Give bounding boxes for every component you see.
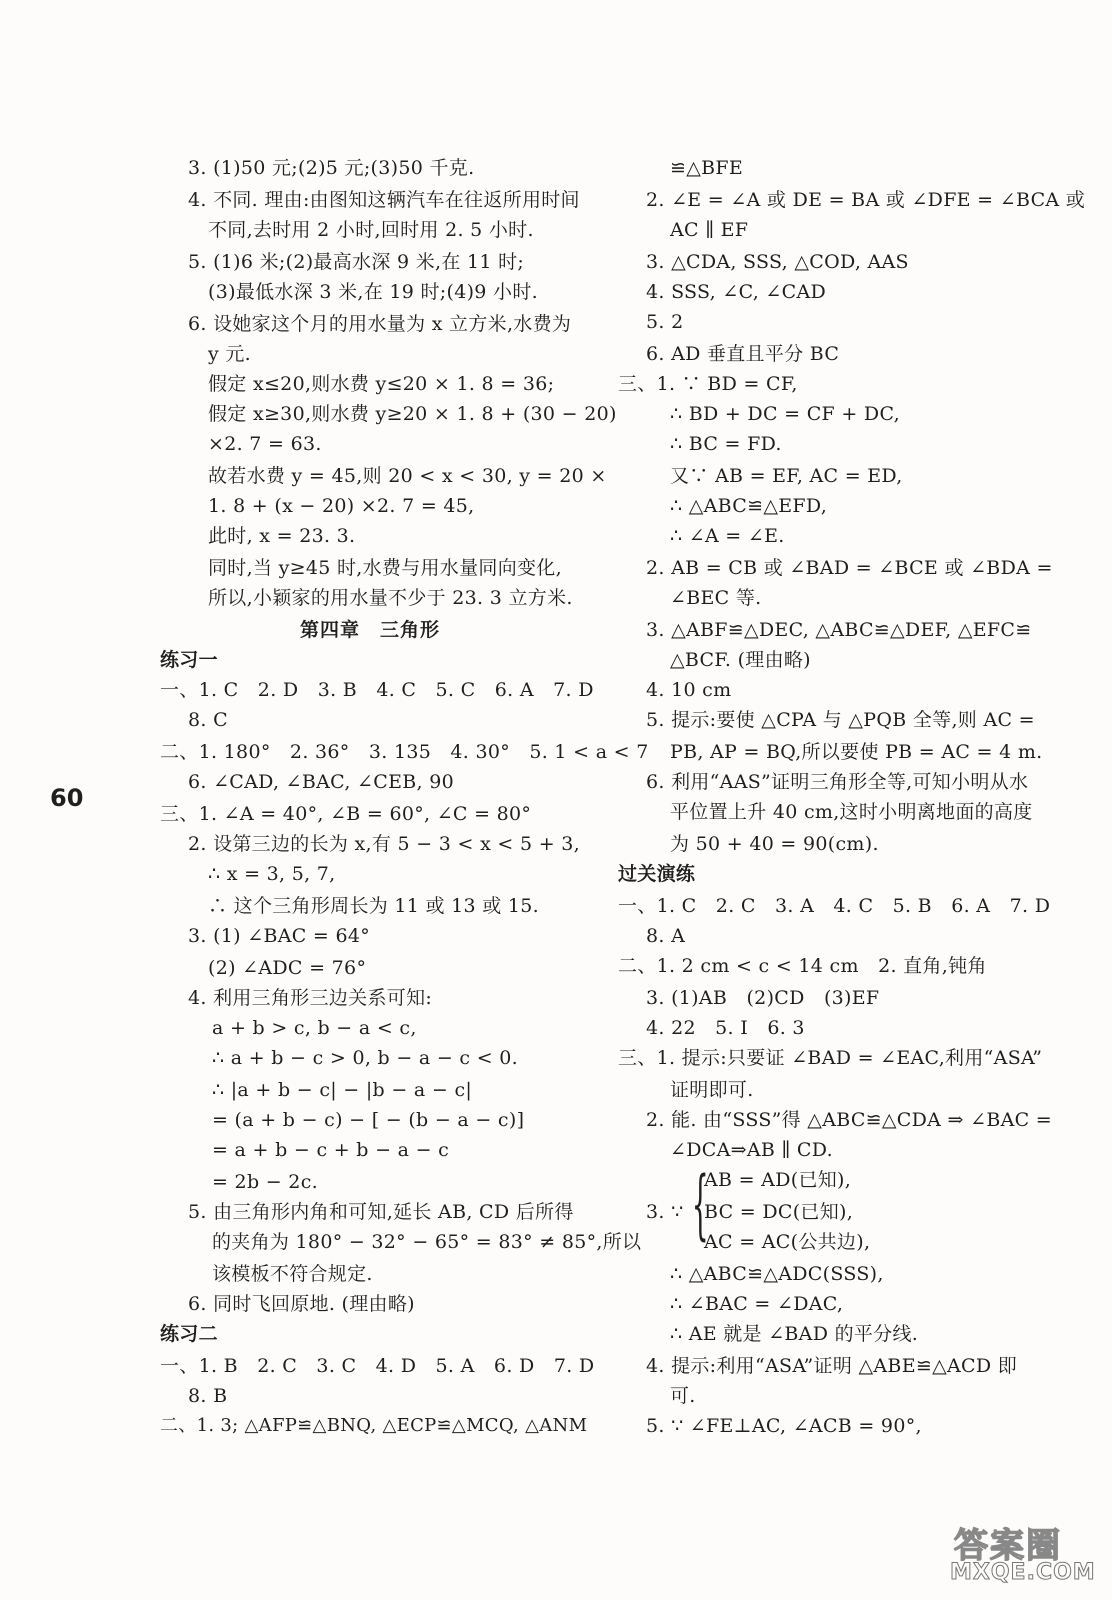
text-line: △BCF. (理由略) [670,649,811,671]
text-line: 又∵ AB = EF, AC = ED, [670,465,903,487]
text-line: (3)最低水深 3 米,在 19 时;(4)9 小时. [208,281,538,303]
text-line: 5. 由三角形内角和可知,延长 AB, CD 后所得 [188,1201,574,1223]
text-line: 8. C [188,709,228,731]
chapter-heading: 第四章 三角形 [300,619,441,641]
section-heading: 过关演练 [618,863,696,885]
text-line: 4. 不同. 理由:由图知这辆汽车在往返所用时间 [188,189,580,211]
text-line: AC ∥ EF [670,219,749,241]
text-line: 所以,小颖家的用水量不少于 23. 3 立方米. [208,587,573,609]
text-line: PB, AP = BQ,所以要使 PB = AC = 4 m. [670,741,1043,763]
text-line: 3. (1)50 元;(2)5 元;(3)50 千克. [188,157,475,179]
text-line: 为 50 + 40 = 90(cm). [670,833,879,855]
text-line: 3. ∵ [646,1201,684,1223]
text-line: BC = DC(已知), [704,1201,854,1223]
text-line: 三、1. ∠A = 40°, ∠B = 60°, ∠C = 80° [160,803,532,825]
text-line: ×2. 7 = 63. [208,433,322,455]
text-line: ∴ BD + DC = CF + DC, [670,403,900,425]
text-line: 3. (1)AB (2)CD (3)EF [646,987,880,1009]
text-line: 4. 10 cm [646,679,732,701]
text-line: 不同,去时用 2 小时,回时用 2. 5 小时. [208,219,534,241]
text-line: 一、1. B 2. C 3. C 4. D 5. A 6. D 7. D [160,1355,595,1377]
text-line: 此时, x = 23. 3. [208,525,356,547]
text-line: ∴ |a + b − c| − |b − a − c| [212,1079,473,1101]
watermark-url: MXQE.COM [950,1560,1096,1585]
text-line: 2. 设第三边的长为 x,有 5 − 3 < x < 5 + 3, [188,833,581,855]
text-line: 一、1. C 2. C 3. A 4. C 5. B 6. A 7. D [618,895,1051,917]
text-line: ≌△BFE [670,157,744,179]
text-line: ∴ 这个三角形周长为 11 或 13 或 15. [208,895,540,917]
text-line: a + b > c, b − a < c, [212,1017,417,1039]
text-line: 同时,当 y≥45 时,水费与用水量同向变化, [208,557,562,579]
text-line: = (a + b − c) − [ − (b − a − c)] [212,1109,525,1131]
text-line: 6. 利用“AAS”证明三角形全等,可知小明从水 [646,771,1029,793]
watermark-logo-text: 答案圈 [954,1526,1062,1566]
text-line: 二、1. 2 cm < c < 14 cm 2. 直角,钝角 [618,955,987,977]
text-line: ∴ BC = FD. [670,433,782,455]
section-heading: 练习二 [160,1323,218,1345]
text-line: 可. [670,1385,696,1407]
text-line: AB = AD(已知), [704,1169,852,1191]
text-line: (2) ∠ADC = 76° [208,957,367,979]
text-line: 二、1. 180° 2. 36° 3. 135 4. 30° 5. 1 < a < 7 [160,741,649,763]
text-line: 2. ∠E = ∠A 或 DE = BA 或 ∠DFE = ∠BCA 或 [646,189,1086,211]
text-line: 2. AB = CB 或 ∠BAD = ∠BCE 或 ∠BDA = [646,557,1053,579]
text-line: AC = AC(公共边), [704,1231,871,1253]
text-line: 6. 设她家这个月的用水量为 x 立方米,水费为 [188,313,572,335]
text-line: 5. ∵ ∠FE⊥AC, ∠ACB = 90°, [646,1415,922,1437]
text-line: 1. 8 + (x − 20) ×2. 7 = 45, [208,495,475,517]
text-line: 故若水费 y = 45,则 20 < x < 30, y = 20 × [208,465,607,487]
text-line: 4. 22 5. Ⅰ 6. 3 [646,1017,805,1039]
text-line: 5. (1)6 米;(2)最高水深 9 米,在 11 时; [188,251,525,273]
page-number: 60 [50,784,84,812]
text-line: 4. 利用三角形三边关系可知: [188,987,433,1009]
text-line: 的夹角为 180° − 32° − 65° = 83° ≠ 85°,所以 [212,1231,642,1253]
text-line: ∴ ∠BAC = ∠DAC, [670,1293,844,1315]
text-line: 5. 提示:要使 △CPA 与 △PQB 全等,则 AC = [646,709,1035,731]
site-watermark [946,1518,1096,1590]
text-line: = a + b − c + b − a − c [212,1139,450,1161]
text-line: 一、1. C 2. D 3. B 4. C 5. C 6. A 7. D [160,679,594,701]
text-line: 8. B [188,1385,228,1407]
text-line: 假定 x≥30,则水费 y≥20 × 1. 8 + (30 − 20) [208,403,617,425]
text-line: 4. SSS, ∠C, ∠CAD [646,281,827,303]
text-line: 5. 2 [646,311,684,333]
text-line: y 元. [208,343,252,365]
text-line: 3. △CDA, SSS, △COD, AAS [646,251,909,273]
text-line: 证明即可. [670,1079,754,1101]
text-line: 3. (1) ∠BAC = 64° [188,925,371,947]
text-line: 2. 能. 由“SSS”得 △ABC≌△CDA ⇒ ∠BAC = [646,1109,1053,1131]
left-brace-icon: { [691,1159,709,1248]
text-line: ∴ ∠A = ∠E. [670,525,785,547]
text-line: 6. ∠CAD, ∠BAC, ∠CEB, 90 [188,771,454,793]
text-line: 二、1. 3; △AFP≌△BNQ, △ECP≌△MCQ, △ANM [160,1415,588,1436]
text-line: 假定 x≤20,则水费 y≤20 × 1. 8 = 36; [208,373,555,395]
text-line: 8. A [646,925,686,947]
text-line: ∴ x = 3, 5, 7, [208,863,336,885]
text-line: ∠DCA⇒AB ∥ CD. [670,1139,833,1161]
text-line: 该模板不符合规定. [212,1263,373,1285]
text-line: ∠BEC 等. [670,587,762,609]
text-line: 3. △ABF≌△DEC, △ABC≌△DEF, △EFC≌ [646,619,1032,641]
text-line: 三、1. 提示:只要证 ∠BAD = ∠EAC,利用“ASA” [618,1047,1043,1069]
text-line: ∴ △ABC≌△ADC(SSS), [670,1263,884,1285]
text-line: 6. AD 垂直且平分 BC [646,343,840,365]
section-heading: 练习一 [160,649,218,671]
text-line: 平位置上升 40 cm,这时小明离地面的高度 [670,801,1033,823]
text-line: ∴ △ABC≌△EFD, [670,495,828,517]
text-line: 4. 提示:利用“ASA”证明 △ABE≌△ACD 即 [646,1355,1018,1377]
text-line: 三、1. ∵ BD = CF, [618,373,798,395]
text-line: ∴ AE 就是 ∠BAD 的平分线. [670,1323,919,1345]
text-line: = 2b − 2c. [212,1171,318,1193]
text-line: ∴ a + b − c > 0, b − a − c < 0. [212,1047,518,1069]
text-line: 6. 同时飞回原地. (理由略) [188,1293,415,1315]
